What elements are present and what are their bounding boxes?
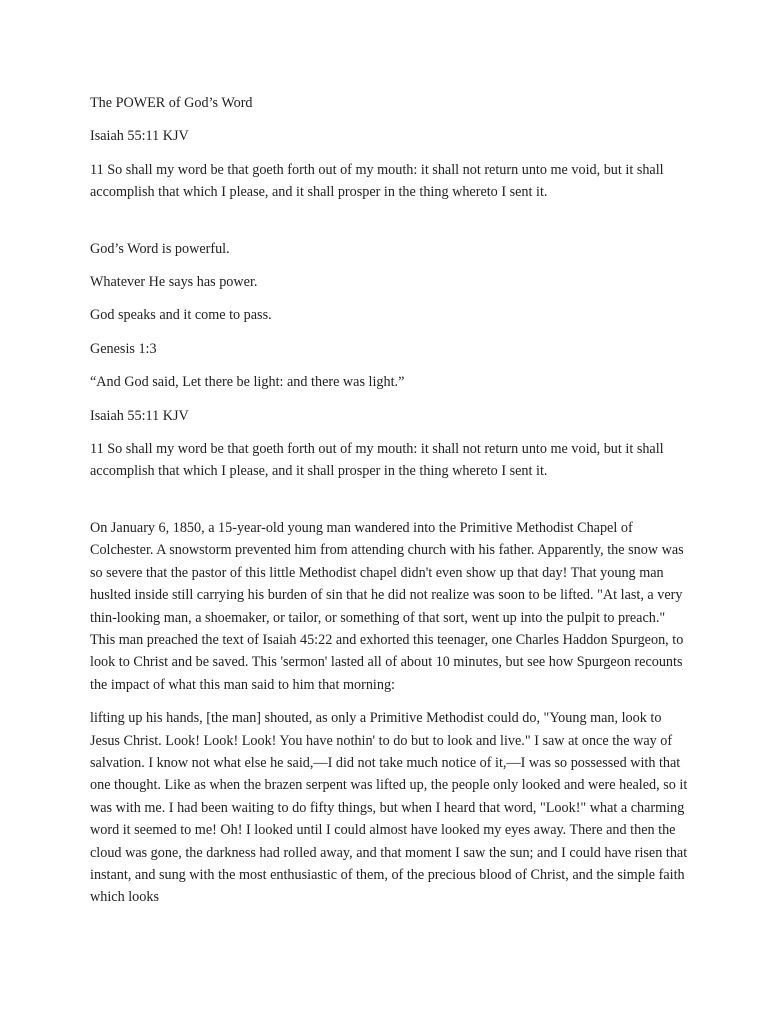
quoted-passage: lifting up his hands, [the man] shouted, as only a Primitive Methodist could do, "Young man, look to Jesus Christ. Look! Look! Look! You have nothin' to do but to look and live." I saw at once the way of salvation. I know not what else he said,—I did not take much notice of it,—I was so possessed with that one thought. Like as when the brazen serpent was lifted up, the people only looked and were healed, so it was with me. I had been waiting to do fifty things, but when I heard that word, "Look!" what a charming word it seemed to me! Oh! I looked until I could almost have looked my eyes away. There and then the cloud was gone, the darkness had rolled away, and that moment I saw the sun; and I could have risen that instant, and sung with the most enthusiastic of them, of the precious blood of Christ, and the simple faith which looks [90, 710, 688, 906]
scripture-reference: Genesis 1:3 [90, 340, 157, 357]
statement-line: Whatever He says has power. [90, 274, 258, 291]
scripture-quote: “And God said, Let there be light: and there was light.” [90, 374, 405, 391]
statement-line: God speaks and it come to pass. [90, 307, 272, 324]
scripture-reference: Isaiah 55:11 KJV [90, 128, 189, 145]
statement-line: God’s Word is powerful. [90, 240, 230, 257]
scripture-verse: 11 So shall my word be that goeth forth out of my mouth: it shall not return unto me void, but it shall accomplish that which I please, and it shall prosper in the thing whereto I sent it. [90, 161, 664, 201]
document-title: The POWER of God’s Word [90, 95, 253, 111]
scripture-verse: 11 So shall my word be that goeth forth out of my mouth: it shall not return unto me void, but it shall accomplish that which I please, and it shall prosper in the thing whereto I sent it. [90, 441, 664, 480]
story-paragraph: On January 6, 1850, a 15-year-old young man wandered into the Primitive Methodist Chapel of Colchester. A snowstorm prevented him from attending church with his father. Apparently, the snow was so severe that the pastor of this little Methodist chapel didn't even show up that day! That young man huslted inside still carrying his burden of sin that he did not realize was soon to be lifted. "At last, a very thin-looking man, a shoemaker, or tailor, or something of that sort, went up into the pulpit to preach." This man preached the text of Isaiah 45:22 and exhorted this teenager, one Charles Haddon Spurgeon, to look to Christ and be saved. This 'sermon' lasted all of about 10 minutes, but see how Spurgeon recounts the impact of what this man said to him that morning: [90, 519, 684, 693]
document-page [90, 92, 690, 920]
scripture-reference: Isaiah 55:11 KJV [90, 407, 189, 424]
